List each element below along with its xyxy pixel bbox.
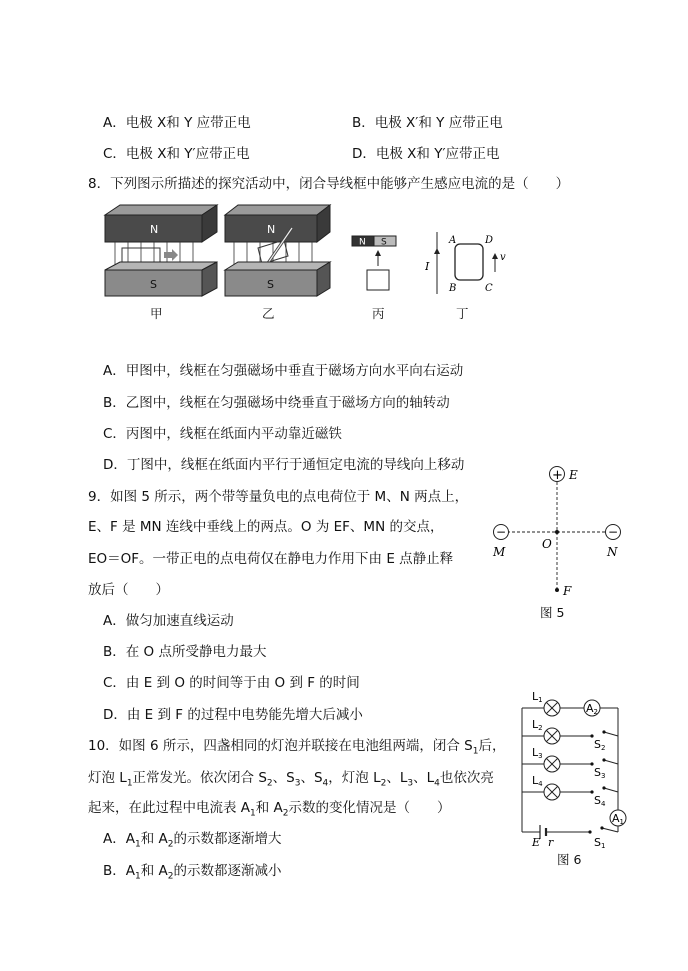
point-n-label: N: [607, 545, 618, 559]
figure-6-caption: 图 6: [557, 852, 582, 867]
lamp-l2-label: L2: [532, 718, 543, 732]
magnet-n-label: N: [267, 223, 276, 236]
figure-6: [512, 688, 632, 848]
q8-figure-yi: [222, 200, 332, 305]
q8-option-c: C．丙图中，线框在纸面内平动靠近磁铁: [103, 426, 342, 442]
ammeter-a1-label: A1: [612, 812, 624, 826]
emf-label: E: [532, 836, 541, 848]
q7-option-c: C．电极 X和 Y′应带正电: [103, 146, 250, 162]
q8-caption-jia: 甲: [150, 306, 163, 321]
point-m-label: M: [493, 545, 506, 559]
magnet-s-label: S: [381, 237, 387, 248]
q7-option-d: D．电极 X和 Y′应带正电: [352, 146, 500, 162]
q7-option-a: A．电极 X和 Y 应带正电: [103, 115, 251, 131]
q9-stem-line-4: 放后（ ）: [88, 582, 169, 598]
point-o-label: O: [542, 537, 552, 551]
q10-stem-line-1: 10．如图 6 所示，四盏相同的灯泡并联接在电池组两端，闭合 $S_1$后，: [88, 738, 506, 757]
corner-d-label: D: [485, 235, 494, 246]
lamp-l3-label: L3: [532, 746, 543, 760]
q9-stem-line-2: E、F 是 MN 连线中垂线上的两点。O 为 EF、MN 的交点，: [88, 519, 444, 535]
q10-stem-line-2: 灯泡 $L_1$正常发光。依次闭合 $S_2$、$S_3$、$S_4$，灯泡 $L_2$、$L_3$、$L_4$也依次亮: [88, 770, 494, 789]
figure-5-caption: 图 5: [540, 605, 565, 620]
q7-option-b: B．电极 X′和 Y 应带正电: [352, 115, 503, 131]
switch-s3-label: S3: [594, 766, 606, 780]
negative-sign: −: [496, 525, 507, 539]
q8-option-b: B．乙图中，线框在匀强磁场中绕垂直于磁场方向的轴转动: [103, 395, 450, 411]
ammeter-a2-label: A2: [586, 702, 598, 716]
q8-stem: 8．下列图示所描述的探究活动中，闭合导线框中能够产生感应电流的是（ ）: [88, 176, 570, 192]
q8-figure-jia: [100, 200, 220, 305]
q8-caption-yi: 乙: [262, 306, 275, 321]
q10-option-b: B．$A_1$和 $A_2$的示数都逐渐减小: [103, 863, 282, 882]
q9-option-a: A．做匀加速直线运动: [103, 613, 234, 629]
internal-resistance-label: r: [548, 836, 554, 848]
switch-s1-label: S1: [594, 836, 606, 848]
magnet-n-label: N: [359, 237, 366, 248]
q10-option-a: A．$A_1$和 $A_2$的示数都逐渐增大: [103, 831, 282, 850]
q8-option-a: A．甲图中，线框在匀强磁场中垂直于磁场方向水平向右运动: [103, 363, 464, 379]
q9-option-c: C．由 E 到 O 的时间等于由 O 到 F 的时间: [103, 675, 360, 691]
switch-s2-label: S2: [594, 738, 606, 752]
magnet-s-label: S: [150, 278, 157, 291]
current-label: I: [425, 260, 430, 273]
magnet-n-label: N: [150, 223, 159, 236]
q8-figure-bing: [350, 232, 410, 302]
positive-sign: +: [552, 468, 563, 483]
corner-c-label: C: [485, 283, 493, 294]
point-e-label: E: [569, 468, 578, 482]
q8-caption-bing: 丙: [372, 306, 385, 321]
q9-stem-line-1: 9．如图 5 所示，两个带等量负电的点电荷位于 M、N 两点上，: [88, 489, 469, 505]
q8-figure-ding: [425, 228, 515, 298]
q8-option-d: D．丁图中，线框在纸面内平行于通恒定电流的导线向上移动: [103, 457, 465, 473]
lamp-l4-label: L4: [532, 774, 543, 788]
q9-option-d: D．由 E 到 F 的过程中电势能先增大后减小: [103, 707, 363, 723]
q8-caption-ding: 丁: [456, 306, 469, 321]
figure-5: [485, 460, 635, 620]
lamp-l1-label: L1: [532, 690, 543, 704]
switch-s4-label: S4: [594, 794, 606, 808]
negative-sign: −: [608, 525, 619, 539]
magnet-s-label: S: [267, 278, 274, 291]
corner-a-label: A: [449, 235, 457, 246]
q9-option-b: B．在 O 点所受静电力最大: [103, 644, 267, 660]
q10-stem-line-3: 起来，在此过程中电流表 $A_1$和 $A_2$示数的变化情况是（ ）: [88, 800, 451, 819]
corner-b-label: B: [449, 283, 457, 294]
q9-stem-line-3: EO＝OF。一带正电的点电荷仅在静电力作用下由 E 点静止释: [88, 551, 454, 567]
point-f-label: F: [563, 584, 572, 598]
velocity-label: v: [500, 252, 506, 263]
